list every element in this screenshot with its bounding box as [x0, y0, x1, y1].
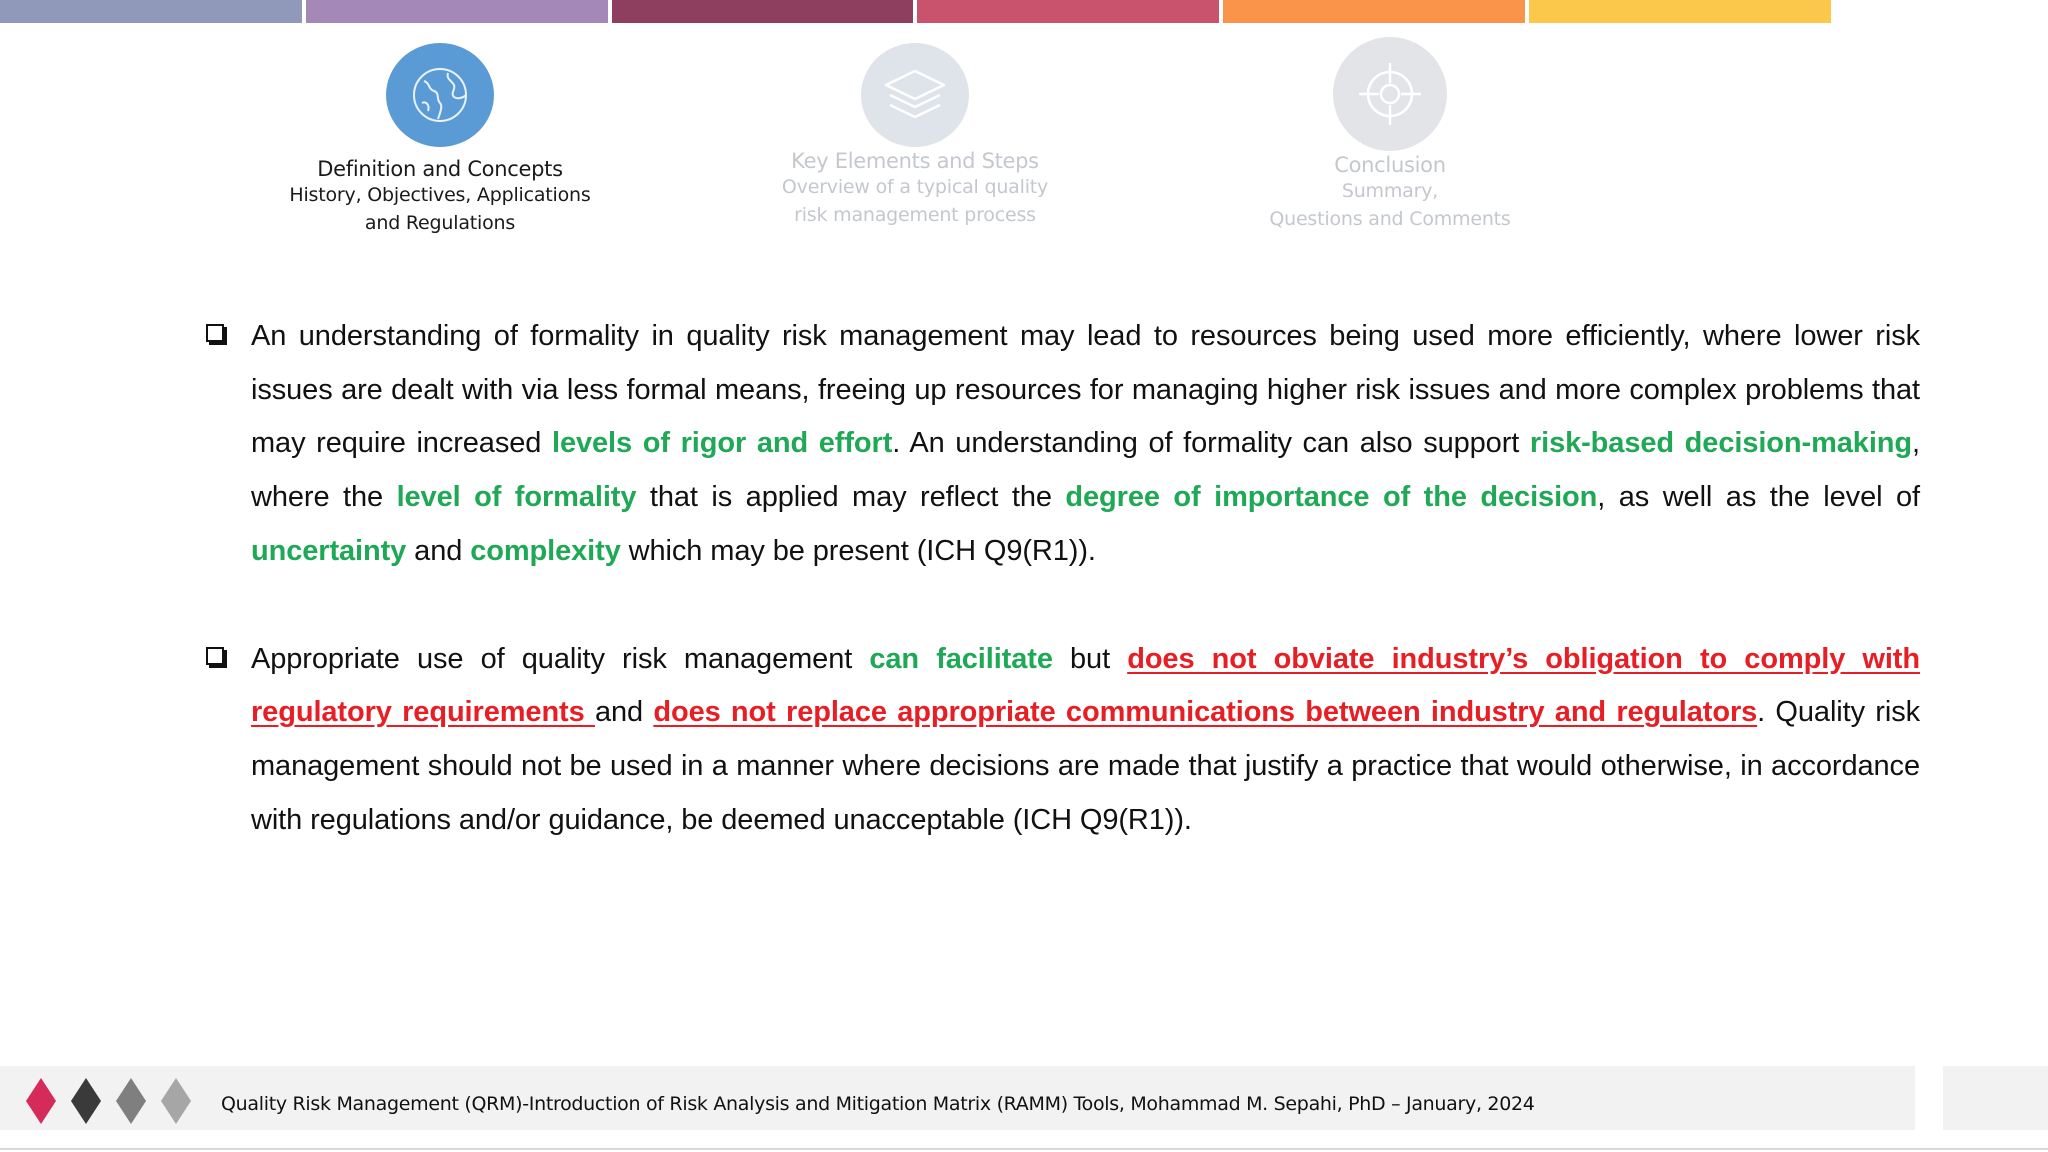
- nav-step-circle: [861, 43, 969, 147]
- text-run: . An understanding of formality can also support: [892, 427, 1530, 460]
- nav-step-subtitle: and Regulations: [364, 212, 516, 234]
- color-strip-segment: [917, 0, 1219, 23]
- nav-step-subtitle: History, Objectives, Applications: [289, 184, 591, 206]
- nav-step-conclusion[interactable]: [1250, 37, 1530, 233]
- color-strip-segment: [306, 0, 608, 23]
- text-run: and: [594, 696, 654, 729]
- text-run: . Quality risk management should not be used in a manner where decisions are made that justify a practice that would otherwise, in accordance with regulations and/or guidance, be deemed unacceptable (ICH Q9(R1)).: [251, 696, 1920, 836]
- underlined-highlight-text: does not replace appropriate communications between industry and regulators: [653, 696, 1758, 729]
- highlight-text: complexity: [470, 534, 621, 567]
- highlight-text: uncertainty: [251, 534, 407, 567]
- layers-icon: [882, 65, 948, 125]
- bullet-formality: [200, 310, 1920, 579]
- text-run: , where the: [251, 427, 1920, 514]
- text-run: which may be present (ICH Q9(R1)).: [620, 534, 1096, 567]
- nav-step-subtitle: Overview of a typical quality: [781, 176, 1049, 198]
- nav-step-definition[interactable]: [270, 43, 610, 237]
- header-color-strip: [0, 0, 1831, 23]
- highlight-text: can facilitate: [869, 642, 1053, 675]
- underlined-highlight-text: does not obviate industry’s obligation to comply with regulatory requirements: [251, 642, 1920, 729]
- color-strip-segment: [612, 0, 914, 23]
- nav-step-subtitle: Questions and Comments: [1269, 208, 1511, 230]
- nav-step-title: Key Elements and Steps: [791, 149, 1039, 173]
- diamond-icon: [116, 1078, 146, 1124]
- highlight-text: risk-based decision-making: [1529, 427, 1913, 460]
- nav-step-subtitle: risk management process: [794, 204, 1036, 226]
- color-strip-segment: [1223, 0, 1525, 23]
- footer-tab: [1943, 1066, 2048, 1130]
- content-bullets: [200, 310, 1920, 901]
- diamond-icon: [26, 1078, 56, 1124]
- bullet-text: [251, 633, 1920, 848]
- color-strip-segment: [0, 0, 302, 23]
- color-strip-segment: [1529, 0, 1831, 23]
- text-run: that is applied may reflect the: [636, 481, 1066, 514]
- nav-step-subtitle: Summary,: [1341, 180, 1439, 202]
- footer-citation: Quality Risk Management (QRM)-Introduction of Risk Analysis and Mitigation Matrix (RAMM) Tools, Mohammad M. Sepahi, PhD – January, 2024: [221, 1093, 1535, 1115]
- nav-step-circle: [386, 43, 494, 147]
- text-run: but: [1052, 642, 1128, 675]
- checkbox-bullet-icon: [206, 647, 224, 665]
- diamond-icon: [161, 1078, 191, 1124]
- diamond-icon: [71, 1078, 101, 1124]
- highlight-text: levels of rigor and effort: [551, 427, 893, 460]
- highlight-text: level of formality: [396, 481, 637, 514]
- nav-step-circle: [1333, 37, 1447, 151]
- nav-step-key-elements[interactable]: [760, 43, 1070, 229]
- nav-step-title: Conclusion: [1334, 153, 1446, 177]
- text-run: An understanding of formality in quality risk management may lead to resources being used more efficiently, where lower risk issues are dealt with via less formal means, freeing up resources for managing higher risk issues and more complex problems that may require increased: [251, 320, 1920, 460]
- globe-icon: [410, 65, 470, 125]
- bullet-text: [251, 310, 1920, 579]
- text-run: and: [406, 534, 471, 567]
- highlight-text: degree of importance of the decision: [1065, 481, 1598, 514]
- bullet-appropriate-use: [200, 633, 1920, 848]
- crosshair-icon: [1357, 61, 1423, 127]
- nav-step-title: Definition and Concepts: [317, 157, 563, 181]
- text-run: Appropriate use of quality risk management: [251, 642, 870, 675]
- text-run: , as well as the level of: [1597, 481, 1920, 514]
- checkbox-bullet-icon: [206, 324, 224, 342]
- footer-diamonds: [26, 1078, 191, 1124]
- footer-divider: [0, 1148, 2048, 1150]
